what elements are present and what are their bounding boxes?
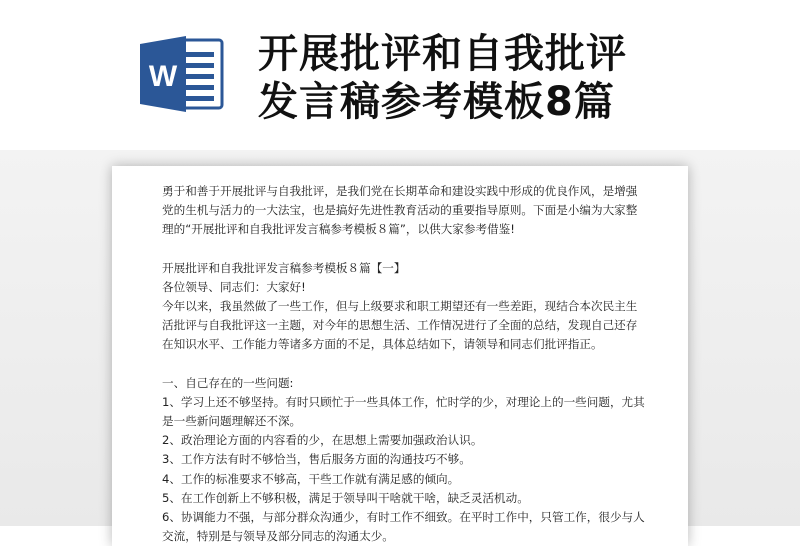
header-banner	[0, 0, 800, 150]
section-heading: 开展批评和自我批评发言稿参考模板８篇【一】	[162, 260, 406, 275]
greeting-line: 各位领导、同志们：大家好!	[162, 279, 306, 294]
list-item: 3、工作方法有时不够恰当，售后服务方面的沟通技巧不够。	[162, 452, 471, 467]
list-item: 6、协调能力不强，与部分群众沟通少，有时工作不细致。在平时工作中，只管工作，很少与人交流，特别是与领导及部分同志的沟通太少。	[162, 510, 645, 544]
title-line-2: 发言稿参考模板8篇	[258, 79, 615, 125]
document-body	[162, 182, 648, 546]
title-line-1: 开展批评和自我批评	[258, 31, 627, 77]
paragraph-spacer	[162, 240, 648, 259]
list-item: 1、学习上还不够坚持。有时只顾忙于一些具体工作，忙时学的少，对理论上的一些问题，尤其是一些新问题理解还不深。	[162, 394, 645, 429]
problems-heading: 一、自己存在的一些问题:	[162, 375, 294, 390]
list-item: 2、政治理论方面的内容看的少，在思想上需要加强政治认识。	[162, 433, 483, 448]
word-document-icon	[140, 34, 224, 114]
list-item: 4、工作的标准要求不够高，干些工作就有满足感的倾向。	[162, 471, 460, 486]
intro-paragraph: 勇于和善于开展批评与自我批评，是我们党在长期革命和建设实践中形成的优良作风，是增强党的生机与活力的一大法宝，也是搞好先进性教育活动的重要指导原则。下面是小编为大家整理的“开展批评和自我批评发言稿参考模板８篇”，以供大家参考借鉴!	[162, 184, 638, 237]
opening-paragraph: 今年以来，我虽然做了一些工作，但与上级要求和职工期望还有一些差距，现结合本次民主生活批评与自我批评这一主题，对今年的思想生活、工作情况进行了全面的总结，发现自己还存在知识水平、工作能力等诸多方面的不足，具体总结如下，请领导和同志们批评指正。	[162, 299, 638, 352]
list-item: 5、在工作创新上不够积极，满足于领导叫干啥就干啥，缺乏灵活机动。	[162, 490, 529, 505]
document-page	[112, 166, 688, 546]
paragraph-spacer	[162, 355, 648, 374]
svg-text:W: W	[148, 60, 178, 93]
document-title	[258, 30, 778, 126]
